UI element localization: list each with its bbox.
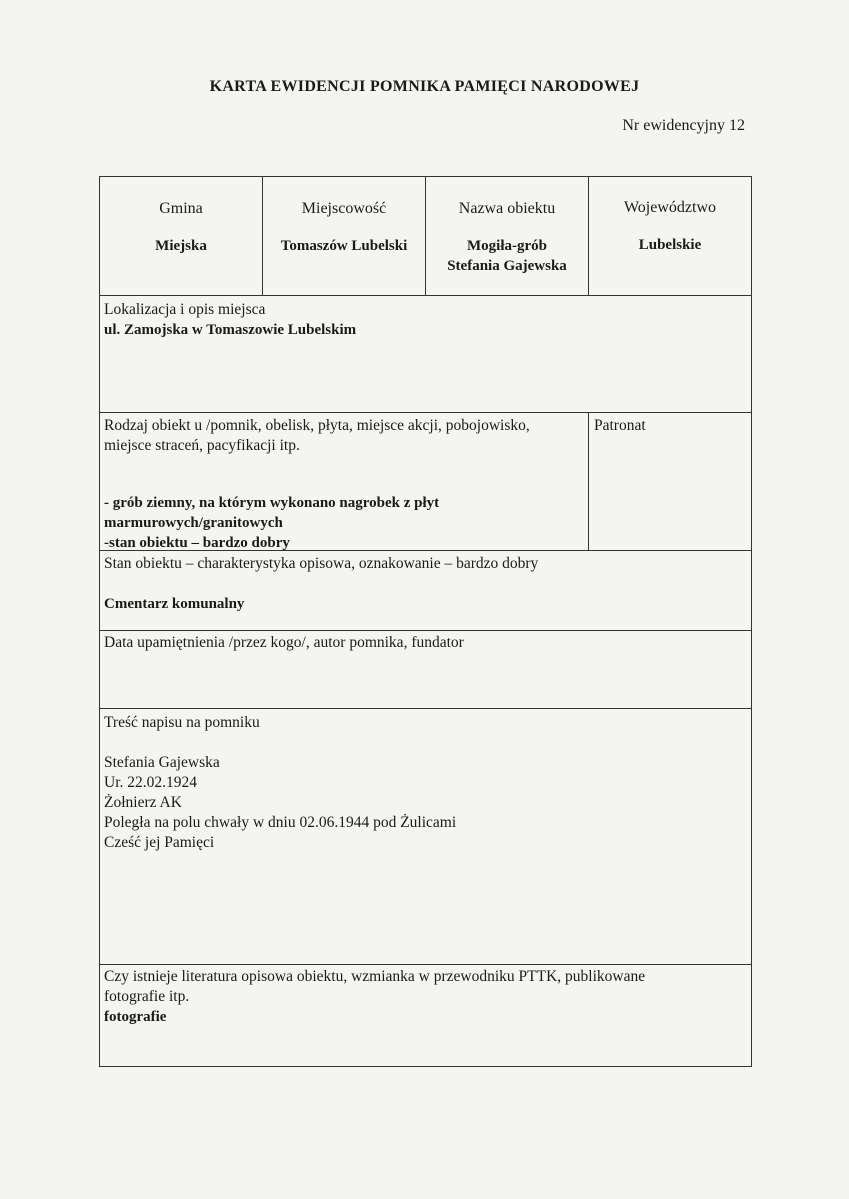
object-type-label-line1: Rodzaj obiekt u /pomnik, obelisk, płyta, miejsce akcji, pobojowisko, xyxy=(104,417,530,434)
col-divider xyxy=(588,412,589,551)
object-name-label: Nazwa obiektu xyxy=(458,200,556,217)
object-type-section xyxy=(104,416,586,553)
cell-municipality xyxy=(100,200,262,256)
inscription-line: Żołnierz AK xyxy=(104,794,182,811)
inscription-section xyxy=(104,713,744,853)
voivodeship-label: Województwo xyxy=(623,199,717,216)
inscription-line: Ur. 22.02.1924 xyxy=(104,774,197,791)
row-divider xyxy=(99,708,752,709)
object-type-label-line2: miejsce straceń, pacyfikacji itp. xyxy=(104,437,300,454)
voivodeship-value: Lubelskie xyxy=(638,237,702,253)
condition-label: Stan obiektu – charakterystyka opisowa, oznakowanie – bardzo dobry xyxy=(104,555,539,572)
literature-label-line1: Czy istnieje literatura opisowa obiektu, wzmianka w przewodniku PTTK, publikowane xyxy=(104,968,646,985)
object-name-value: Mogiła-grób Stefania Gajewska xyxy=(447,238,567,274)
patronage-label: Patronat xyxy=(594,417,646,434)
location-label: Lokalizacja i opis miejsca xyxy=(104,301,266,318)
row-divider xyxy=(99,412,752,413)
inscription-line: Cześć jej Pamięci xyxy=(104,834,215,851)
cell-object-name xyxy=(426,200,588,276)
commemoration-label: Data upamiętnienia /przez kogo/, autor pomnika, fundator xyxy=(104,634,464,651)
object-type-value-line1: - grób ziemny, na którym wykonano nagrobek z płyt xyxy=(104,495,440,511)
table-border-right xyxy=(751,176,752,1067)
patronage-section xyxy=(594,416,748,436)
literature-label-line2: fotografie itp. xyxy=(104,988,190,1005)
location-section xyxy=(104,300,744,340)
cell-voivodeship xyxy=(589,199,751,255)
locality-label: Miejscowość xyxy=(301,200,387,217)
page-title: KARTA EWIDENCJI POMNIKA PAMIĘCI NARODOWEJ xyxy=(209,78,640,95)
municipality-label: Gmina xyxy=(159,200,203,217)
municipality-value: Miejska xyxy=(155,238,207,254)
cell-locality xyxy=(263,200,425,256)
condition-value: Cmentarz komunalny xyxy=(104,596,245,612)
inscription-line: Stefania Gajewska xyxy=(104,754,220,771)
inscription-label: Treść napisu na pomniku xyxy=(104,714,260,731)
table-border-bottom xyxy=(99,1066,752,1067)
table-border-left xyxy=(99,176,100,1067)
row-divider xyxy=(99,630,752,631)
row-divider xyxy=(99,964,752,965)
object-type-value-line3: -stan obiektu – bardzo dobry xyxy=(104,535,290,551)
literature-section xyxy=(104,967,744,1027)
commemoration-section xyxy=(104,633,744,653)
literature-value: fotografie xyxy=(104,1009,167,1025)
row-divider xyxy=(99,295,752,296)
condition-section xyxy=(104,554,744,614)
inscription-line: Poległa na polu chwały w dniu 02.06.1944 pod Żulicami xyxy=(104,814,457,831)
object-type-value-line2: marmurowych/granitowych xyxy=(104,515,283,531)
registration-number: Nr ewidencyjny 12 xyxy=(622,117,745,134)
locality-value: Tomaszów Lubelski xyxy=(280,238,408,254)
location-value: ul. Zamojska w Tomaszowie Lubelskim xyxy=(104,322,357,338)
